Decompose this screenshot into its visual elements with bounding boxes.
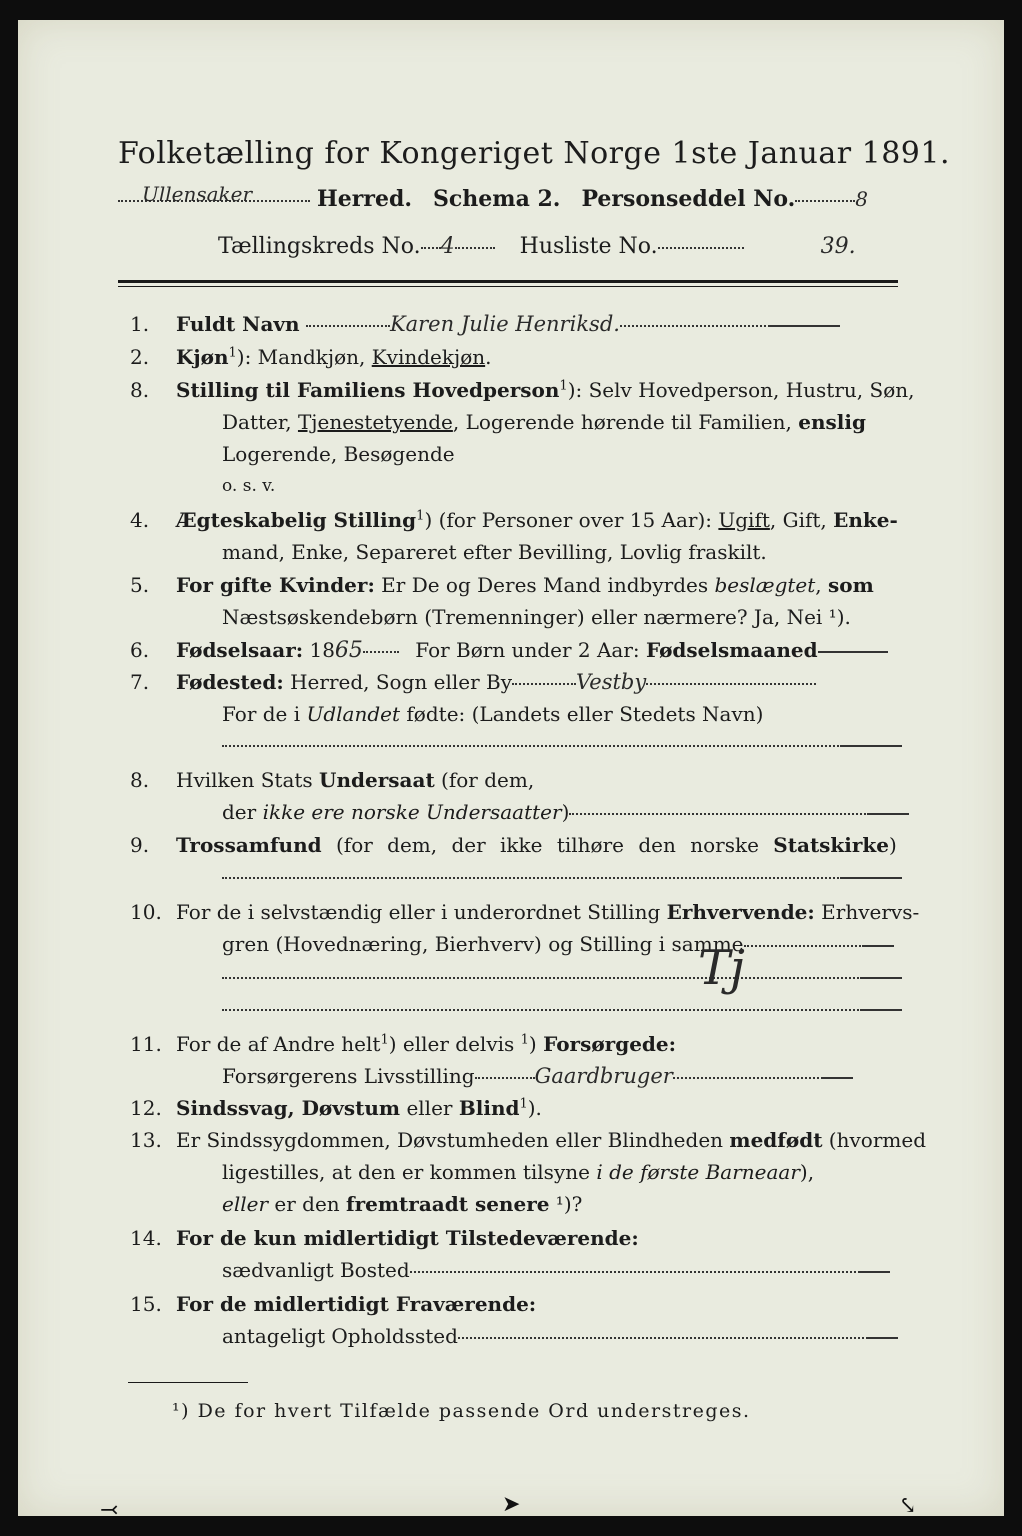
fodested-value: Vestby (576, 670, 647, 694)
footnote-rule (128, 1382, 248, 1383)
item-5: 5. For gifte Kvinder: Er De og Deres Mand indbyrdes beslægtet, som (130, 573, 874, 597)
item-3: 8. Stilling til Familiens Hovedperson$^1$): Selv Hovedperson, Hustru, Søn, (130, 378, 915, 402)
header-rule-thin (118, 286, 898, 287)
herred-line (118, 182, 868, 212)
corner-mark-left: ⤙ (100, 1498, 119, 1523)
schema-label: Schema 2. (433, 186, 561, 212)
census-form: Folketælling for Kongeriget Norge 1ste Januar 1891. Ullensaker Herred. Schema 2. Personseddel No. 8 Tællingskreds No. 4 Husliste No. 39. 1. Fuldt Navn Karen Julie Henriksd. 2. Kjøn$^1$): Mandkjøn, Kvindekjøn. 8. Stilling til Familiens Hovedperson$^1$): Selv Hovedperson, Hustru, Søn, Datter, Tjenestetyende, Logerende hørende til Familien, enslig Logerende, Besøgende o. s. v. 4. Ægteskabelig Stilling$^1$) (for Personer over 15 Aar): Ugift, Gift, Enke- mand, Enke, Separeret efter Bevilling, Lovlig fraskilt. 5. For gifte Kvinder: Er De og Deres Mand indbyrdes beslægtet, som Næstsøskendebørn (Tremenninger) eller nærmere? Ja, Nei ¹). 6. Fødselsaar: 1865 For Børn under 2 Aar: Fødselsmaaned 7. Fødested: Herred, Sogn eller By Vestby For de i Udlandet fødte: (Landets eller Stedets Navn) 8. Hvilken Stats Undersaat (for dem, der ikke ere norske Undersaatter) 9. Trossamfund (for dem, der ikke tilhøre den norske Statskirke) 10. For de i selvstændig eller i underordnet Stilling Erhvervende: Erhvervs- gren (Hovednæring, Bierhverv) og Stilling i samme Tj 11. For de af Andre helt$^1$) eller delvis $^1$) Forsørgede: Forsørgerens Livsstilling Gaardbruger 12. Sindssvag, Døvstum eller Blind$^1$). 13. Er Sindssygdommen, Døvstumheden eller Blindheden medfødt (hvormed ligestilles, at den er kommen tilsyne i de første Barneaar), eller er den fremtraadt senere ¹)? 14. For de kun midlertidigt Tilstedeværende: sædvanligt Bosted 15. For de midlertidigt Fraværende: antageligt Opholdssted ¹) De for hvert Tilfælde passende Ord understreges. ⤙ ➤ ⤥ (18, 20, 1004, 1516)
kreds-label: Tællingskreds No. (218, 234, 421, 259)
header-rule (118, 280, 898, 283)
personseddel-label: Personseddel No. (581, 186, 796, 212)
item-10: 10. For de i selvstændig eller i underordnet Stilling Erhvervende: Erhvervs- (130, 900, 920, 924)
personseddel-value: 8 (855, 187, 868, 211)
fuldt-navn-value: Karen Julie Henriksd. (389, 312, 620, 336)
item-9: 9. Trossamfund (for dem, der ikke tilhøre den norske Statskirke) (130, 833, 897, 857)
item-4: 4. Ægteskabelig Stilling$^1$) (for Personer over 15 Aar): Ugift, Gift, Enke- (130, 508, 898, 532)
kvindekjon-underlined: Kvindekjøn (371, 345, 486, 369)
tjenestetyende-underlined: Tjenestetyende (297, 410, 453, 434)
corner-mark-right: ⤥ (898, 1494, 917, 1519)
item-12: 12. Sindssvag, Døvstum eller Blind$^1$). (130, 1096, 542, 1120)
item-7: 7. Fødested: Herred, Sogn eller By Vestby (130, 670, 816, 694)
item-15: 15. For de midlertidigt Fraværende: (130, 1292, 537, 1316)
husliste-value: 39. (820, 234, 856, 259)
ugift-underlined: Ugift (718, 508, 770, 532)
center-mark: ➤ (502, 1492, 521, 1517)
erhverv-value: Tj (698, 940, 745, 996)
item-1: 1. Fuldt Navn Karen Julie Henriksd. (130, 312, 840, 336)
footnote: ¹) De for hvert Tilfælde passende Ord understreges. (172, 1400, 751, 1422)
item-2: 2. Kjøn$^1$): Mandkjøn, Kvindekjøn. (130, 345, 492, 369)
item-11: 11. For de af Andre helt$^1$) eller delvis $^1$) Forsørgede: (130, 1032, 677, 1056)
husliste-label: Husliste No. (519, 234, 658, 259)
fodselsaar-value: 65 (334, 638, 363, 663)
item-13: 13. Er Sindssygdommen, Døvstumheden eller Blindheden medfødt (hvormed (130, 1128, 926, 1152)
forsorger-value: Gaardbruger (534, 1064, 673, 1088)
herred-value: Ullensaker (142, 182, 253, 206)
form-title: Folketælling for Kongeriget Norge 1ste Januar 1891. (118, 136, 951, 171)
herred-label: Herred. (317, 186, 413, 212)
kreds-line (218, 234, 856, 259)
kreds-value: 4 (440, 234, 455, 259)
fuldt-navn-label: Fuldt Navn (176, 312, 300, 336)
item-6: 6. Fødselsaar: 1865 For Børn under 2 Aar: Fødselsmaaned (130, 638, 888, 663)
item-8: 8. Hvilken Stats Undersaat (for dem, (130, 768, 535, 792)
item-14: 14. For de kun midlertidigt Tilstedeværende: (130, 1226, 639, 1250)
